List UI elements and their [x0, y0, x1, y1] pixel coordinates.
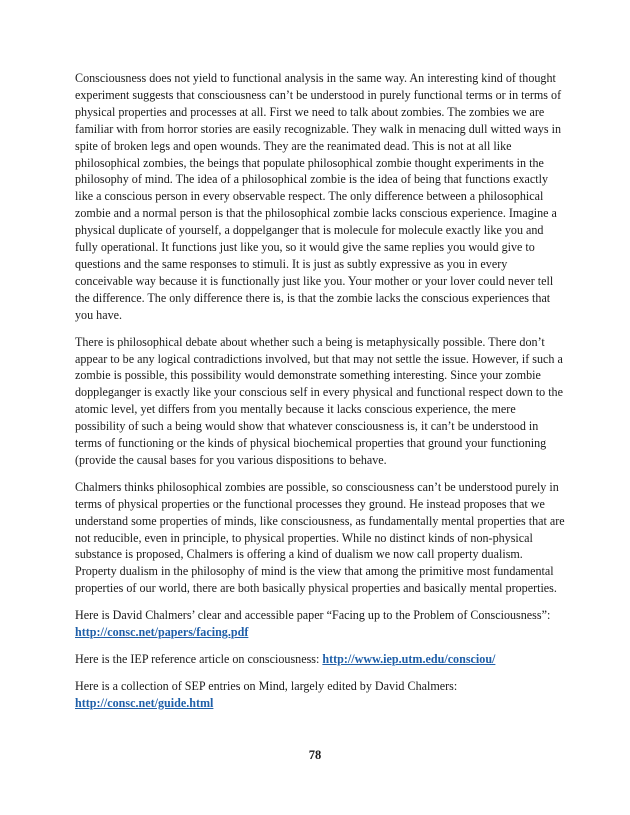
link-intro-text: Here is David Chalmers’ clear and accessible paper “Facing up to the Problem of Consciousness”:	[75, 608, 551, 623]
page-number: 78	[308, 748, 322, 762]
link-paragraph-iep	[75, 651, 565, 668]
link-intro-text: Here is the IEP reference article on consciousness:	[75, 652, 323, 666]
paragraph-zombies-intro: Consciousness does not yield to functional analysis in the same way. An interesting kind of thought experiment suggests that consciousness can’t be understood in purely functional terms or in terms of physical properties and processes at all. First we need to talk about zombies. The zombies we are familiar with from horror stories are easily recognizable. They walk in menacing dull witted ways in spite of broken legs and open wounds. They are the reanimated dead. This is not at all like philosophical zombies, the beings that populate philosophical zombie thought experiments in the philosophy of mind. The idea of a philosophical zombie is the idea of being that functions exactly like a conscious person in every observable respect. The only difference between a philosophical zombie and a normal person is that the philosophical zombie lacks conscious experience. Imagine a physical duplicate of yourself, a doppelganger that is molecule for molecule exactly like you and fully operational. It functions just like you, so it would give the same replies you would give to questions and the same responses to stimuli. It is just as subtly expressive as you in every conceivable way because it is functionally just like you. Your mother or your lover could never tell the difference. The only difference there is, is that the zombie lacks the conscious experiences that you have.	[75, 71, 562, 322]
link-paragraph-sep	[75, 678, 565, 712]
sep-mind-guide-link[interactable]: http://consc.net/guide.html	[75, 695, 214, 710]
chalmers-paper-link[interactable]: http://consc.net/papers/facing.pdf	[75, 625, 249, 640]
paragraph-metaphysical-possibility: There is philosophical debate about whether such a being is metaphysically possible. There don’t appear to be any logical contradictions involved, but that may not settle the issue. However, if such a zombie is possible, this possibility would demonstrate something interesting. Since your zombie doppleganger is exactly like your conscious self in every physical and functional respect down to the atomic level, yet differs from you mentally because it lacks conscious experience, the mere possibility of such a being would show that whatever consciousness is, it can’t be understood in terms of functioning or the kinds of physical biochemical properties that ground your functioning (provide the causal bases for you various dispositions to behave.	[75, 334, 563, 467]
link-paragraph-chalmers-paper	[75, 607, 565, 641]
link-intro-text: Here is a collection of SEP entries on Mind, largely edited by David Chalmers:	[75, 678, 458, 693]
document-body	[75, 70, 565, 722]
paragraph-property-dualism: Chalmers thinks philosophical zombies are possible, so consciousness can’t be understood purely in terms of physical properties or the functional processes they ground. He instead proposes that we understand some properties of minds, like consciousness, as fundamentally mental properties that are not reducible, even in principle, to physical properties. While no distinct kinds of non-physical substance is proposed, Chalmers is offering a kind of dualism we now call property dualism. Property dualism in the philosophy of mind is the view that among the primitive most fundamental properties of our world, there are both basically physical properties and basically mental properties.	[75, 479, 565, 596]
iep-consciousness-link[interactable]: http://www.iep.utm.edu/consciou/	[322, 652, 496, 666]
